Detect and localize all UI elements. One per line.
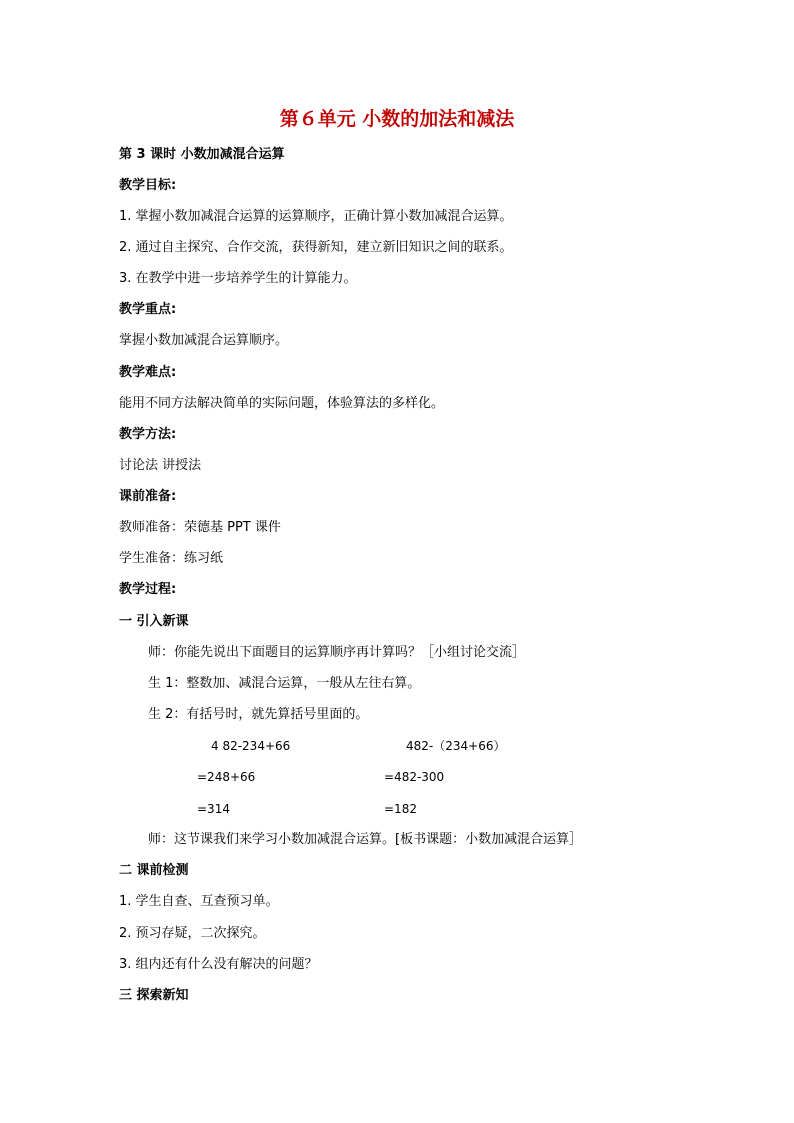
student-prep-text: 学生准备：练习纸 xyxy=(119,551,224,566)
list-item: 2. 预习存疑，二次探究。 xyxy=(119,926,266,941)
calc-right-line: =182 xyxy=(384,802,417,816)
objective-item: 3. 在教学中进一步培养学生的计算能力。 xyxy=(119,271,357,286)
section-heading: 一 引入新课 xyxy=(119,614,189,629)
list-item: 3. 组内还有什么没有解决的问题？ xyxy=(119,957,318,972)
objective-item: 2. 通过自主探究、合作交流，获得新知，建立新旧知识之间的联系。 xyxy=(119,240,513,255)
teacher-question: 师：你能先说出下面题目的运算顺序再计算吗？［小组讨论交流］ xyxy=(148,645,526,660)
calc-left-line: =314 xyxy=(197,802,230,816)
preparation-heading: 课前准备: xyxy=(119,489,177,504)
student-answer: 生 2：有括号时，就先算括号里面的。 xyxy=(148,707,369,722)
calc-left-line: 4 82-234+66 xyxy=(211,739,291,753)
difficulties-heading: 教学难点: xyxy=(119,365,177,380)
process-heading: 教学过程: xyxy=(119,582,177,597)
difficulties-text: 能用不同方法解决简单的实际问题，体验算法的多样化。 xyxy=(119,396,445,411)
objective-item: 1. 掌握小数加减混合运算的运算顺序，正确计算小数加减混合运算。 xyxy=(119,209,513,224)
lesson-title: 第 3 课时 小数加减混合运算 xyxy=(119,147,285,162)
calc-right-line: 482-（234+66） xyxy=(406,739,506,753)
calc-right-line: =482-300 xyxy=(384,770,445,784)
methods-text: 讨论法 讲授法 xyxy=(119,458,202,473)
teacher-intro: 师：这节课我们来学习小数加减混合运算。[板书课题：小数加减混合运算］ xyxy=(148,832,583,847)
section-heading: 二 课前检测 xyxy=(119,863,189,878)
document-title: 第６单元 小数的加法和减法 xyxy=(279,108,515,130)
methods-heading: 教学方法: xyxy=(119,427,177,442)
section-heading: 三 探索新知 xyxy=(119,988,189,1003)
list-item: 1. 学生自查、互查预习单。 xyxy=(119,894,279,909)
objectives-heading: 教学目标: xyxy=(119,178,177,193)
teacher-prep-text: 教师准备：荣德基 PPT 课件 xyxy=(119,520,281,535)
student-answer: 生 1：整数加、减混合运算，一般从左往右算。 xyxy=(148,676,421,691)
key-points-text: 掌握小数加减混合运算顺序。 xyxy=(119,333,289,348)
calc-left-line: =248+66 xyxy=(197,770,256,784)
key-points-heading: 教学重点: xyxy=(119,302,177,317)
